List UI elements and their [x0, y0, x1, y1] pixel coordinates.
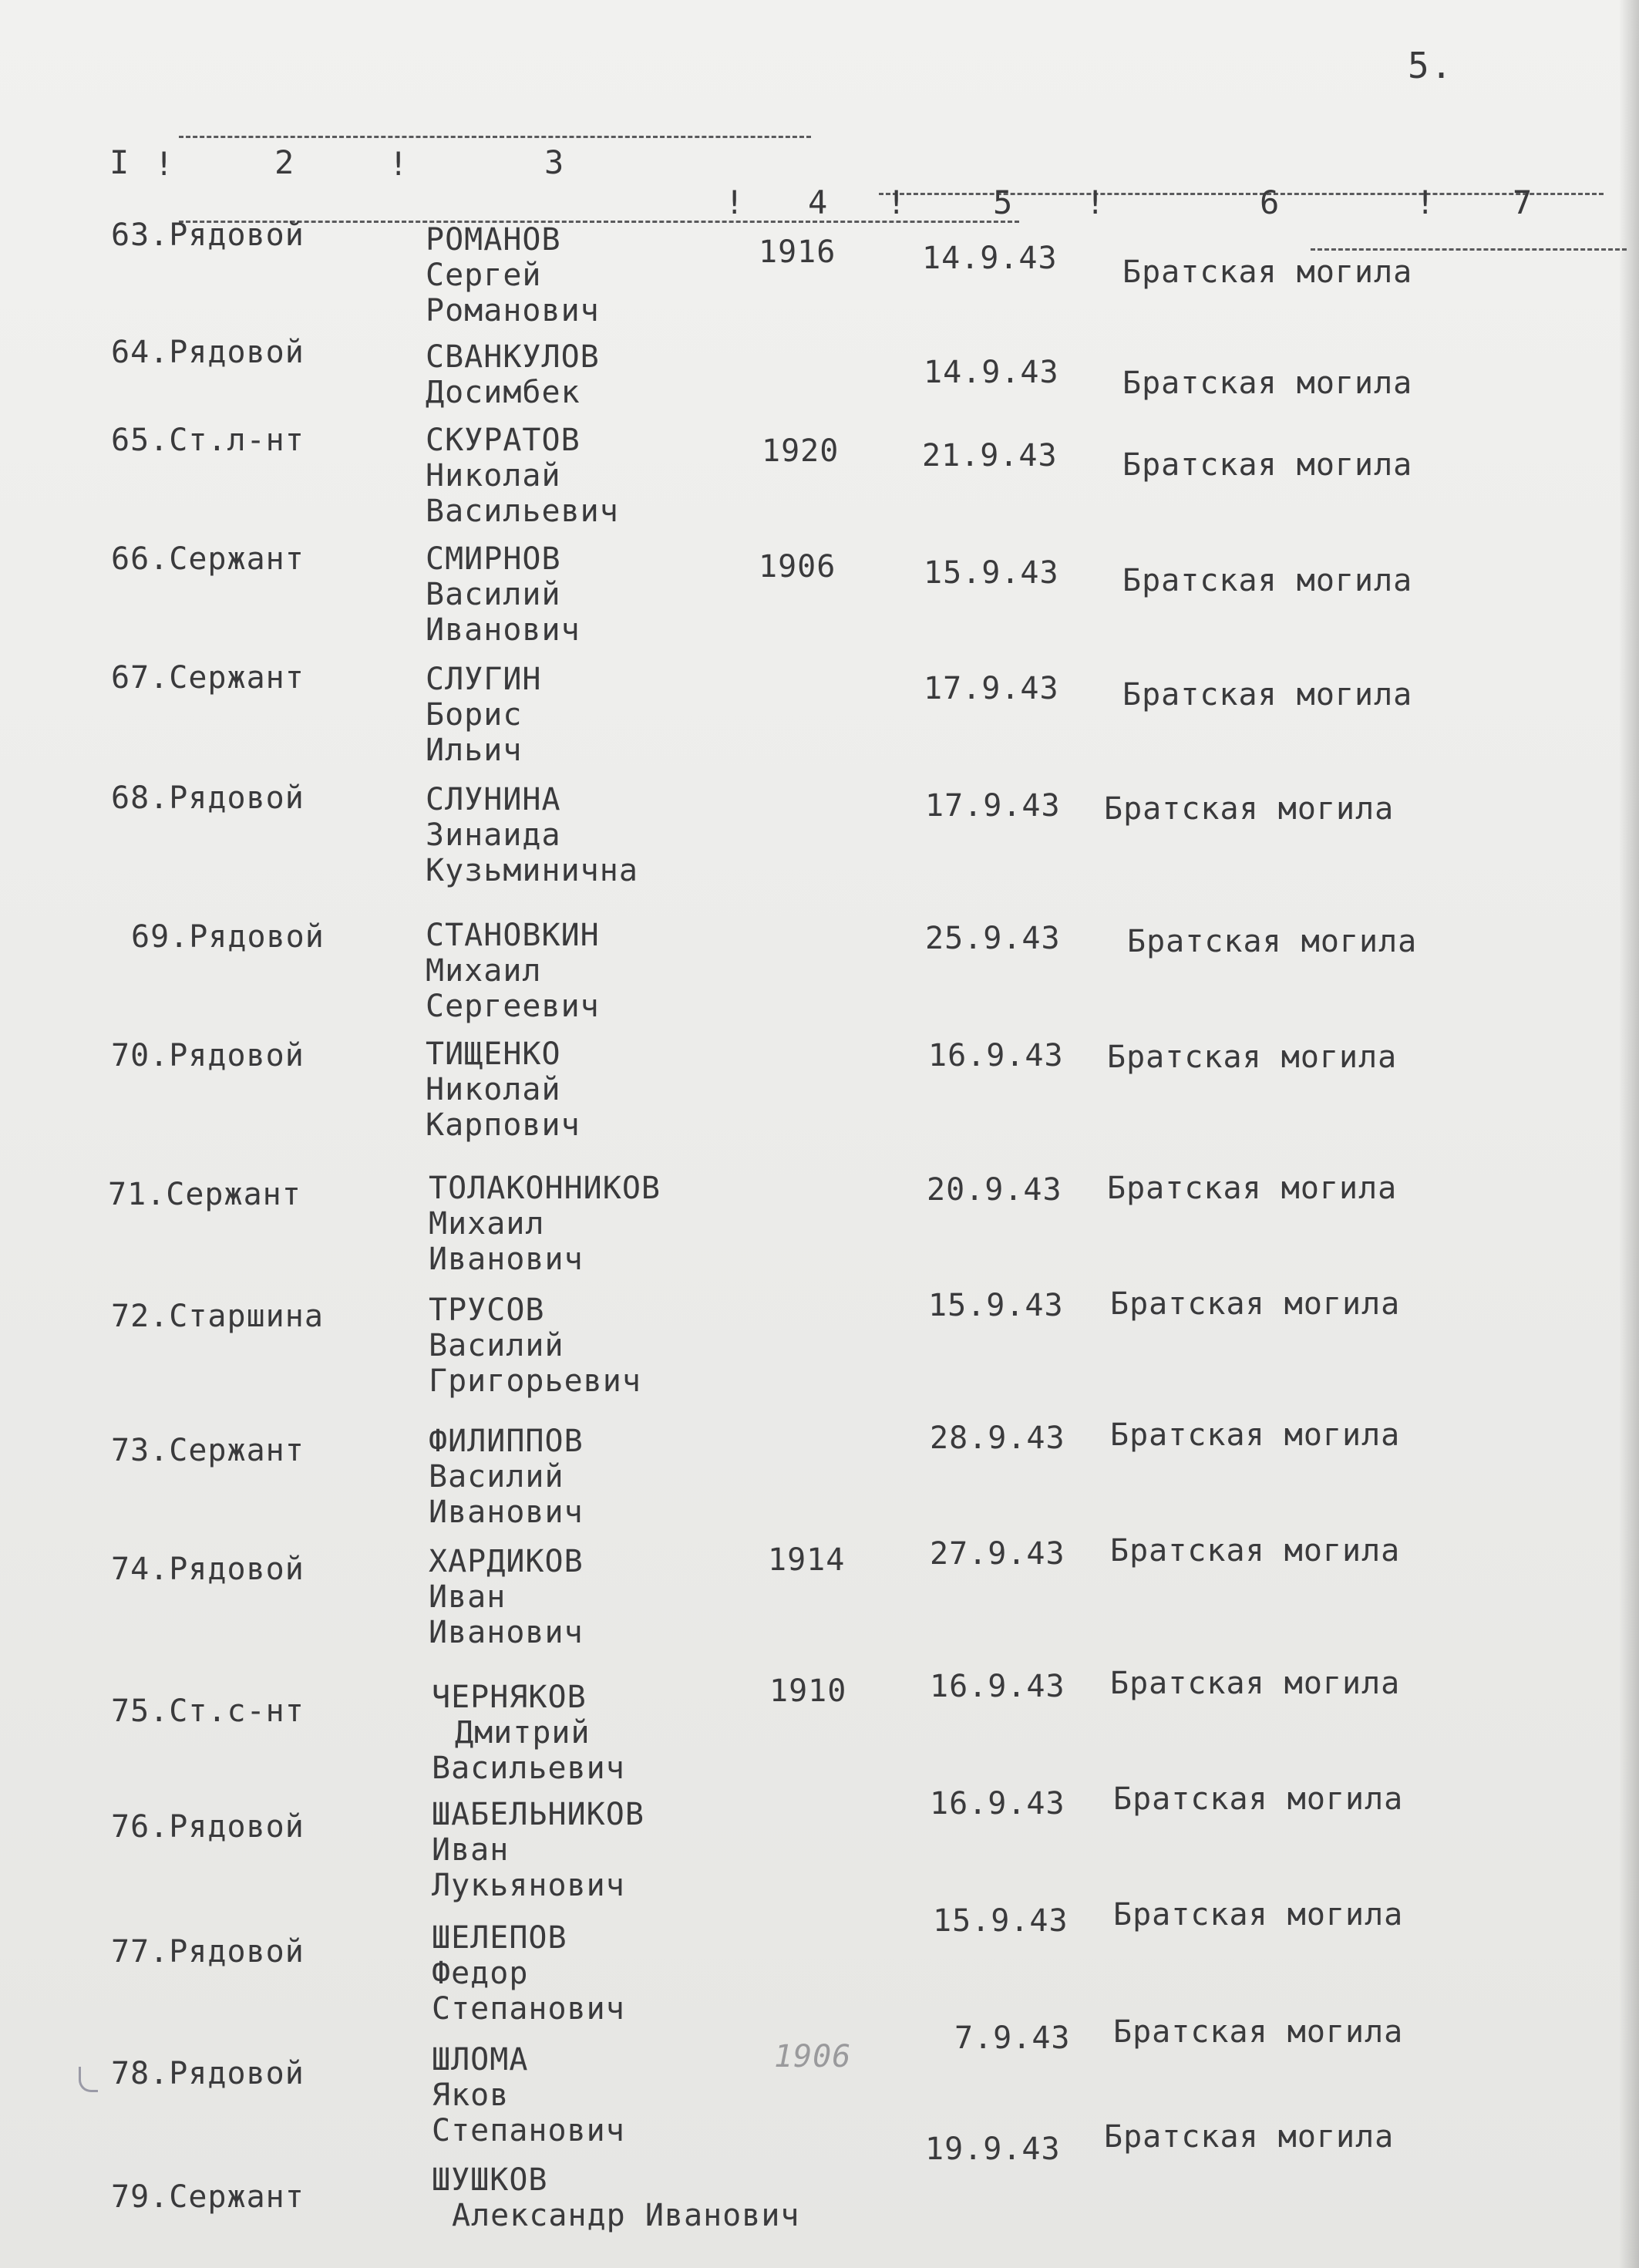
column-header-4: 4 — [808, 184, 828, 221]
row-rank: 65.Ст.л-нт — [111, 423, 305, 458]
row-rank: 72.Старшина — [111, 1299, 324, 1334]
row-name: ШЛОМА Яков Степанович — [432, 2042, 625, 2148]
row-death-date: 7.9.43 — [954, 2020, 1071, 2056]
row-death-date: 17.9.43 — [924, 671, 1059, 706]
row-name: ШУШКОВ Александр Иванович — [432, 2162, 800, 2233]
row-rank: 71.Сержант — [108, 1177, 301, 1212]
row-burial: Братская могила — [1122, 677, 1413, 713]
row-name: РОМАНОВ Сергей Романович — [426, 222, 600, 329]
row-death-date: 17.9.43 — [925, 788, 1061, 824]
column-header-3: 3 — [544, 143, 564, 181]
column-separator-5: ! — [1085, 184, 1106, 221]
row-name: ХАРДИКОВ Иван Иванович — [429, 1544, 584, 1650]
row-rank: 64.Рядовой — [111, 335, 305, 370]
row-burial: Братская могила — [1122, 254, 1413, 290]
column-header-2: 2 — [274, 143, 294, 181]
row-name: СЛУГИН Борис Ильич — [426, 662, 542, 768]
header-top-rule — [179, 136, 811, 138]
column-header-5: 5 — [993, 184, 1013, 221]
row-death-date: 28.9.43 — [930, 1420, 1065, 1456]
row-death-date: 14.9.43 — [922, 241, 1058, 276]
row-death-date: 27.9.43 — [930, 1536, 1065, 1572]
row-birth-year-handwritten: 1906 — [774, 2039, 852, 2074]
column-separator-6: ! — [1415, 184, 1435, 221]
row-burial: Братская могила — [1127, 924, 1418, 959]
row-burial: Братская могила — [1110, 1286, 1401, 1322]
row-birth-year: 1920 — [762, 433, 840, 469]
row-death-date: 16.9.43 — [928, 1038, 1064, 1073]
column-header-6: 6 — [1260, 184, 1280, 221]
row-name: ШАБЕЛЬНИКОВ Иван Лукьянович — [432, 1797, 644, 1903]
row-burial: Братская могила — [1122, 447, 1413, 483]
row-death-date: 25.9.43 — [925, 921, 1061, 956]
row-burial: Братская могила — [1113, 1897, 1404, 1933]
row-burial: Братская могила — [1104, 2119, 1395, 2155]
row-rank: 79.Сержант — [111, 2179, 305, 2215]
row-name: СКУРАТОВ Николай Васильевич — [426, 423, 619, 529]
row-burial: Братская могила — [1104, 791, 1395, 827]
row-name: СМИРНОВ Василий Иванович — [426, 541, 581, 648]
column-header-1: I — [109, 143, 130, 181]
row-birth-year: 1914 — [768, 1542, 846, 1578]
row-birth-year: 1916 — [759, 234, 836, 270]
row-burial: Братская могила — [1113, 1781, 1404, 1817]
row-rank: 63.Рядовой — [111, 217, 305, 253]
row-birth-year: 1906 — [759, 549, 836, 585]
row-burial: Братская могила — [1110, 1533, 1401, 1569]
row-burial: Братская могила — [1107, 1040, 1398, 1075]
row-rank: 74.Рядовой — [111, 1552, 305, 1587]
row-name: СЛУНИНА Зинаида Кузьминична — [426, 782, 638, 888]
row-rank: 66.Сержант — [111, 541, 305, 577]
row-rank: 78.Рядовой — [111, 2056, 305, 2091]
row-death-date: 16.9.43 — [930, 1669, 1065, 1704]
row-name: ТИЩЕНКО Николай Карпович — [426, 1036, 581, 1143]
row-rank: 76.Рядовой — [111, 1809, 305, 1845]
row-name: ФИЛИППОВ Василий Иванович — [429, 1424, 584, 1530]
row-burial: Братская могила — [1122, 563, 1413, 598]
header-right-rule-upper — [879, 193, 1604, 195]
handwritten-check-mark — [79, 2067, 98, 2092]
row-rank: 70.Рядовой — [111, 1038, 305, 1073]
row-death-date: 20.9.43 — [927, 1172, 1062, 1208]
page-edge-shadow — [1619, 0, 1639, 2268]
row-name: ШЕЛЕПОВ Федор Степанович — [432, 1920, 625, 2027]
column-header-7: 7 — [1513, 184, 1533, 221]
row-death-date: 15.9.43 — [928, 1288, 1064, 1323]
row-name: ЧЕРНЯКОВ Дмитрий Васильевич — [432, 1680, 625, 1786]
row-burial: Братская могила — [1122, 366, 1413, 401]
column-separator-1: ! — [154, 145, 174, 183]
row-rank: 75.Ст.с-нт — [111, 1693, 305, 1729]
row-burial: Братская могила — [1113, 2014, 1404, 2050]
column-separator-3: ! — [725, 184, 745, 221]
row-rank: 68.Рядовой — [111, 780, 305, 816]
row-birth-year: 1910 — [769, 1673, 847, 1709]
row-death-date: 14.9.43 — [924, 355, 1059, 390]
row-death-date: 21.9.43 — [922, 438, 1058, 473]
row-rank: 77.Рядовой — [111, 1934, 305, 1970]
row-name: ТОЛАКОННИКОВ Михаил Иванович — [429, 1171, 661, 1277]
column-separator-4: ! — [887, 184, 907, 221]
row-rank: 73.Сержант — [111, 1433, 305, 1468]
row-rank: 67.Сержант — [111, 660, 305, 696]
row-name: СТАНОВКИН Михаил Сергеевич — [426, 918, 600, 1024]
row-death-date: 19.9.43 — [925, 2132, 1061, 2167]
page-number: 5. — [1408, 45, 1454, 86]
row-rank: 69.Рядовой — [131, 919, 325, 955]
row-death-date: 16.9.43 — [930, 1786, 1065, 1821]
header-right-rule-lower — [1311, 248, 1627, 251]
row-death-date: 15.9.43 — [924, 555, 1059, 591]
column-separator-2: ! — [389, 145, 409, 183]
row-burial: Братская могила — [1110, 1417, 1401, 1453]
row-burial: Братская могила — [1110, 1666, 1401, 1701]
row-death-date: 15.9.43 — [933, 1903, 1069, 1939]
row-name: ТРУСОВ Василий Григорьевич — [429, 1292, 641, 1399]
row-name: СВАНКУЛОВ Досимбек — [426, 339, 600, 410]
row-burial: Братская могила — [1107, 1171, 1398, 1206]
